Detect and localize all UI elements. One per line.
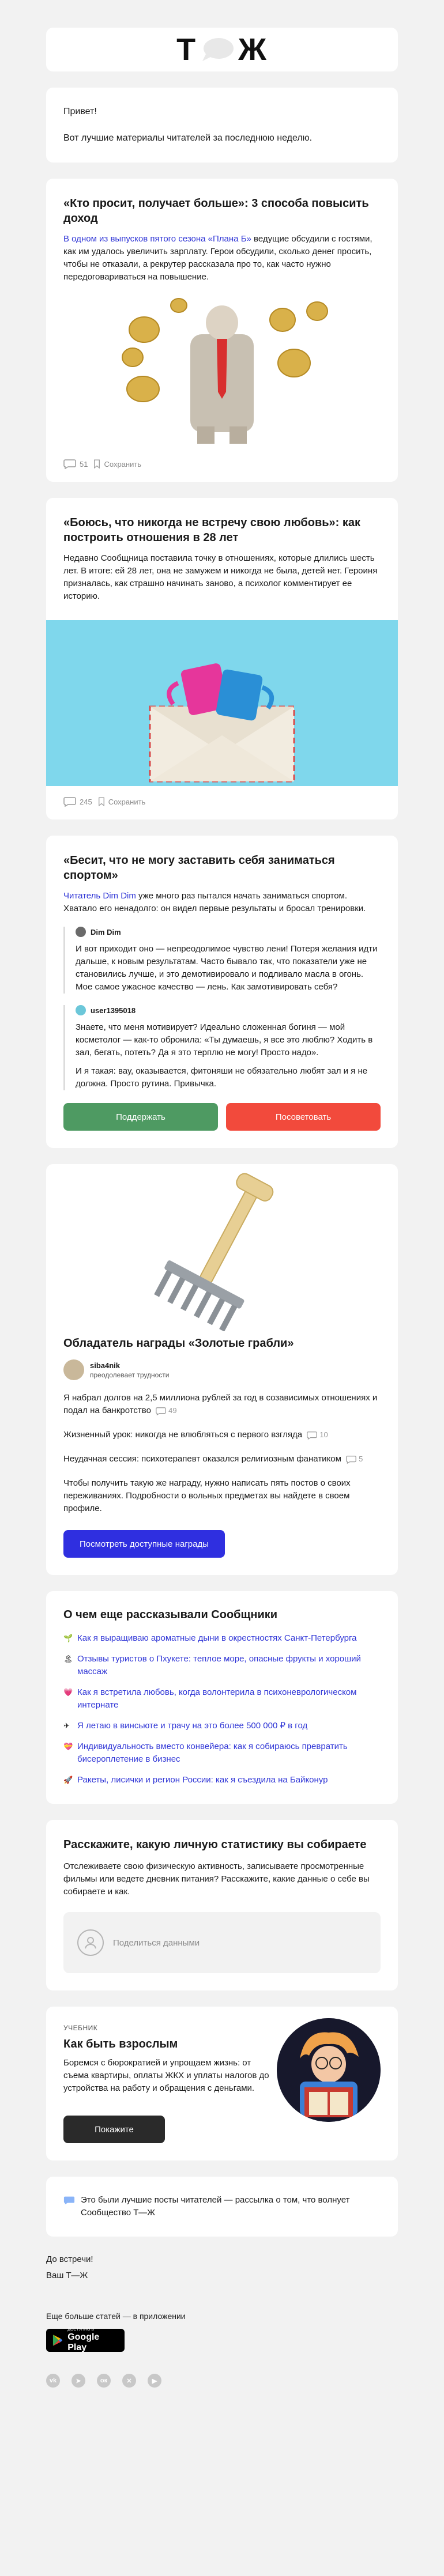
quote-text: Знаете, что меня мотивирует? Идеально сложенная богиня — мой косметолог — как-то обронила: «Ты думаешь, я все это люблю? Ходить в зал, бегать, потеть? Да я это терплю не могу! Просто надо». [76, 1022, 373, 1057]
comments-number: 5 [359, 1455, 363, 1464]
speech-bubble-icon [63, 2195, 75, 2205]
article-image-envelope-cups[interactable] [46, 620, 398, 786]
item-icon: 💝 [63, 1742, 73, 1751]
article-image-gold-man[interactable] [46, 294, 398, 448]
avatar [76, 927, 86, 937]
community-title: О чем еще рассказывали Сообщники [63, 1608, 278, 1622]
comment-icon [346, 1455, 356, 1464]
logo-letter-zh: Ж [238, 32, 268, 67]
community-list [63, 1632, 381, 1786]
footer-note [63, 2194, 381, 2219]
comments-count[interactable] [63, 459, 88, 469]
comments-number: 49 [168, 1406, 177, 1415]
list-item [63, 1632, 381, 1645]
social-links [46, 2374, 398, 2388]
footer-note-text: Это были лучшие посты читателей — рассылка о том, что волнует Сообщество Т—Ж [81, 2195, 350, 2218]
item-link[interactable]: Отзывы туристов о Пхукете: теплое море, опасные фрукты и хороший массаж [77, 1654, 361, 1677]
speech-bubble-icon [200, 37, 235, 62]
comments-count [307, 1429, 328, 1441]
course-title[interactable]: Как быть взрослым [63, 2038, 178, 2051]
award-post[interactable] [63, 1392, 381, 1417]
article-title[interactable]: «Кто просит, получает больше»: 3 способа повысить доход [63, 197, 369, 225]
award-post[interactable] [63, 1429, 381, 1441]
golden-rake-image [46, 1164, 398, 1331]
award-author[interactable] [63, 1359, 381, 1380]
intro-text: Вот лучшие материалы читателей за последнюю неделю. [63, 133, 313, 143]
award-card [46, 1164, 398, 1575]
article-link[interactable]: В одном из выпусков пятого сезона «Плана Б» [63, 234, 251, 244]
quote-author-name[interactable]: Dim Dim [91, 927, 121, 936]
vk-icon[interactable]: vk [46, 2374, 60, 2388]
tzh-logo[interactable] [176, 32, 268, 67]
comment-icon [156, 1407, 166, 1415]
post-title: Неудачная сессия: психотерапевт оказался религиозным фанатиком [63, 1454, 341, 1464]
quote-author-name[interactable]: user1395018 [91, 1006, 136, 1015]
item-link[interactable]: Ракеты, лисички и регион России: как я съездила на Байконур [77, 1775, 328, 1785]
bookmark-icon [98, 796, 105, 807]
course-card [46, 2007, 398, 2160]
comments-number: 10 [319, 1430, 328, 1440]
x-icon[interactable]: ✕ [122, 2374, 136, 2388]
gplay-small-text: ДОСТУПНО В [67, 2328, 95, 2332]
article-card-income [46, 179, 398, 482]
course-desc: Боремся с бюрократией и упрощаем жизнь: от съема квартиры, оплаты ЖКХ и уплаты налогов до устройства на работу и обращения с деньгами. [63, 2058, 269, 2094]
intro-card [46, 88, 398, 163]
comment-icon [63, 459, 76, 469]
item-link[interactable]: Как я выращиваю ароматные дыни в окрестностях Санкт-Петербурга [77, 1633, 357, 1644]
save-label: Сохранить [104, 459, 142, 469]
signature: Ваш Т—Ж [46, 2271, 88, 2281]
author-name: siba4nik [90, 1361, 121, 1370]
list-item [63, 1686, 381, 1712]
quote-author [63, 927, 381, 994]
avatar [63, 1359, 84, 1380]
save-link[interactable] [98, 796, 146, 807]
google-play-button[interactable] [46, 2329, 125, 2352]
quote-head [76, 927, 381, 937]
comment-icon [63, 796, 76, 807]
logo-card [46, 28, 398, 71]
article-title[interactable]: «Бесит, что не могу заставить себя заниматься спортом» [63, 854, 335, 882]
article-desc [63, 233, 381, 284]
share-placeholder: Поделиться данными [113, 1937, 200, 1948]
advise-button[interactable]: Посоветовать [226, 1103, 381, 1131]
article-title[interactable]: «Боюсь, что никогда не встречу свою любовь»: как построить отношения в 28 лет [63, 516, 361, 544]
quote-text: И вот приходит оно — непреодолимое чувство лени! Потеря желания идти дальше, к новым результатам. Часто бывало так, что показатели уже не становились лучше, и это демотивировало и подливало масла в огонь. Мое самое ужасное качество — лень. Как замотивировать себя? [76, 944, 378, 992]
item-link[interactable]: Как я встретила любовь, когда волонтерила в психоневрологическом интернате [77, 1687, 357, 1710]
save-label: Сохранить [108, 797, 146, 806]
comments-number: 245 [80, 797, 92, 806]
action-buttons [63, 1103, 381, 1131]
item-icon: ✈ [63, 1721, 70, 1731]
award-cta-text: Чтобы получить такую же награду, нужно написать пять постов о своих переживаниях. Подробности о вольных предметах вы найдете в своем профиле. [63, 1478, 351, 1514]
article-card-sport [46, 836, 398, 1148]
save-link[interactable] [93, 459, 141, 469]
item-link[interactable]: Я летаю в винсьюте и трачу на это более 500 000 ₽ в год [77, 1721, 308, 1731]
article-card-love [46, 498, 398, 819]
bye-line: До встречи! [46, 2254, 93, 2265]
item-icon: 🚀 [63, 1776, 73, 1785]
award-post[interactable] [63, 1453, 381, 1465]
article-desc [63, 890, 381, 915]
show-course-button[interactable]: Покажите [63, 2116, 165, 2143]
item-icon: 🏝 [63, 1655, 73, 1664]
telegram-icon[interactable]: ➤ [72, 2374, 85, 2388]
post-title: Я набрал долгов на 2,5 миллиона рублей за год в созависимых отношениях и подал на банкротство [63, 1393, 378, 1415]
comment-icon [307, 1431, 317, 1440]
list-item [63, 1740, 381, 1766]
article-desc: Недавно Сообщница поставила точку в отношениях, которые длились шесть лет. В итоге: ей 28 лет, она не замужем и никогда не была, детей нет. Героиня призналась, как страшно начинать заново, а психолог комментирует ее историю. [63, 553, 378, 601]
user-icon [77, 1929, 104, 1956]
list-item [63, 1774, 381, 1786]
article-desc-text: уже много раз пытался начать заниматься спортом. Хватало его ненадолго: он видел первые результаты и бросал тренировки. [63, 891, 366, 913]
stats-desc: Отслеживаете свою физическую активность, записываете просмотренные фильмы или ведете дневник питания? Расскажите, какие данные о себе вы собираете и как. [63, 1861, 370, 1897]
course-illustration [277, 2018, 381, 2122]
quote-commenter [63, 1005, 381, 1090]
author-status: преодолевает трудности [90, 1370, 170, 1379]
list-item [63, 1720, 381, 1732]
youtube-icon[interactable]: ▶ [148, 2374, 161, 2388]
comments-count [156, 1404, 176, 1417]
author-link[interactable]: Читатель Dim Dim [63, 891, 136, 901]
comments-count[interactable] [63, 796, 92, 807]
google-play-icon [52, 2334, 63, 2347]
share-data-field[interactable] [63, 1912, 381, 1973]
support-button[interactable]: Поддержать [63, 1103, 218, 1131]
item-icon: 💗 [63, 1688, 73, 1697]
article-meta [46, 448, 398, 482]
post-title: Жизненный урок: никогда не влюбляться с первого взгляда [63, 1430, 303, 1440]
sign-off [46, 2253, 398, 2388]
item-icon: 🌱 [63, 1634, 73, 1643]
quote-text: И я такая: вау, оказывается, фитоняши не обязательно любят зал и я не должна. Просто рутина. Привычка. [76, 1066, 368, 1089]
community-card [46, 1591, 398, 1804]
course-tag: УЧЕБНИК [63, 2024, 98, 2033]
stats-card [46, 1820, 398, 1990]
comments-count [346, 1453, 363, 1465]
avatar [76, 1005, 86, 1015]
stats-title: Расскажите, какую личную статистику вы собираете [63, 1838, 367, 1852]
item-link[interactable]: Индивидуальность вместо конвейера: как я собираюсь превратить бисероплетение в бизнес [77, 1742, 348, 1765]
gplay-big-text: Google Play [67, 2332, 100, 2353]
bookmark-icon [93, 459, 100, 469]
view-awards-button[interactable]: Посмотреть доступные награды [63, 1530, 225, 1558]
article-meta [46, 786, 398, 819]
list-item [63, 1653, 381, 1678]
logo-letter-t: Т [176, 32, 197, 67]
greeting: Привет! [63, 107, 97, 116]
app-promo-text: Еще больше статей — в приложении [46, 2311, 186, 2321]
award-title: Обладатель награды «Золотые грабли» [63, 1337, 294, 1350]
article-desc-text: ведущие обсудили с гостями, как им удалось увеличить зарплату. Герои обсудили, сколько денег просить, чтобы не отказали, а рекрутер рассказала про то, как часто нужно передоговариваться на повышение. [63, 234, 372, 282]
ok-icon[interactable]: ок [97, 2374, 111, 2388]
quote-head [76, 1005, 381, 1015]
comments-number: 51 [80, 459, 88, 469]
footer-note-card [46, 2177, 398, 2237]
